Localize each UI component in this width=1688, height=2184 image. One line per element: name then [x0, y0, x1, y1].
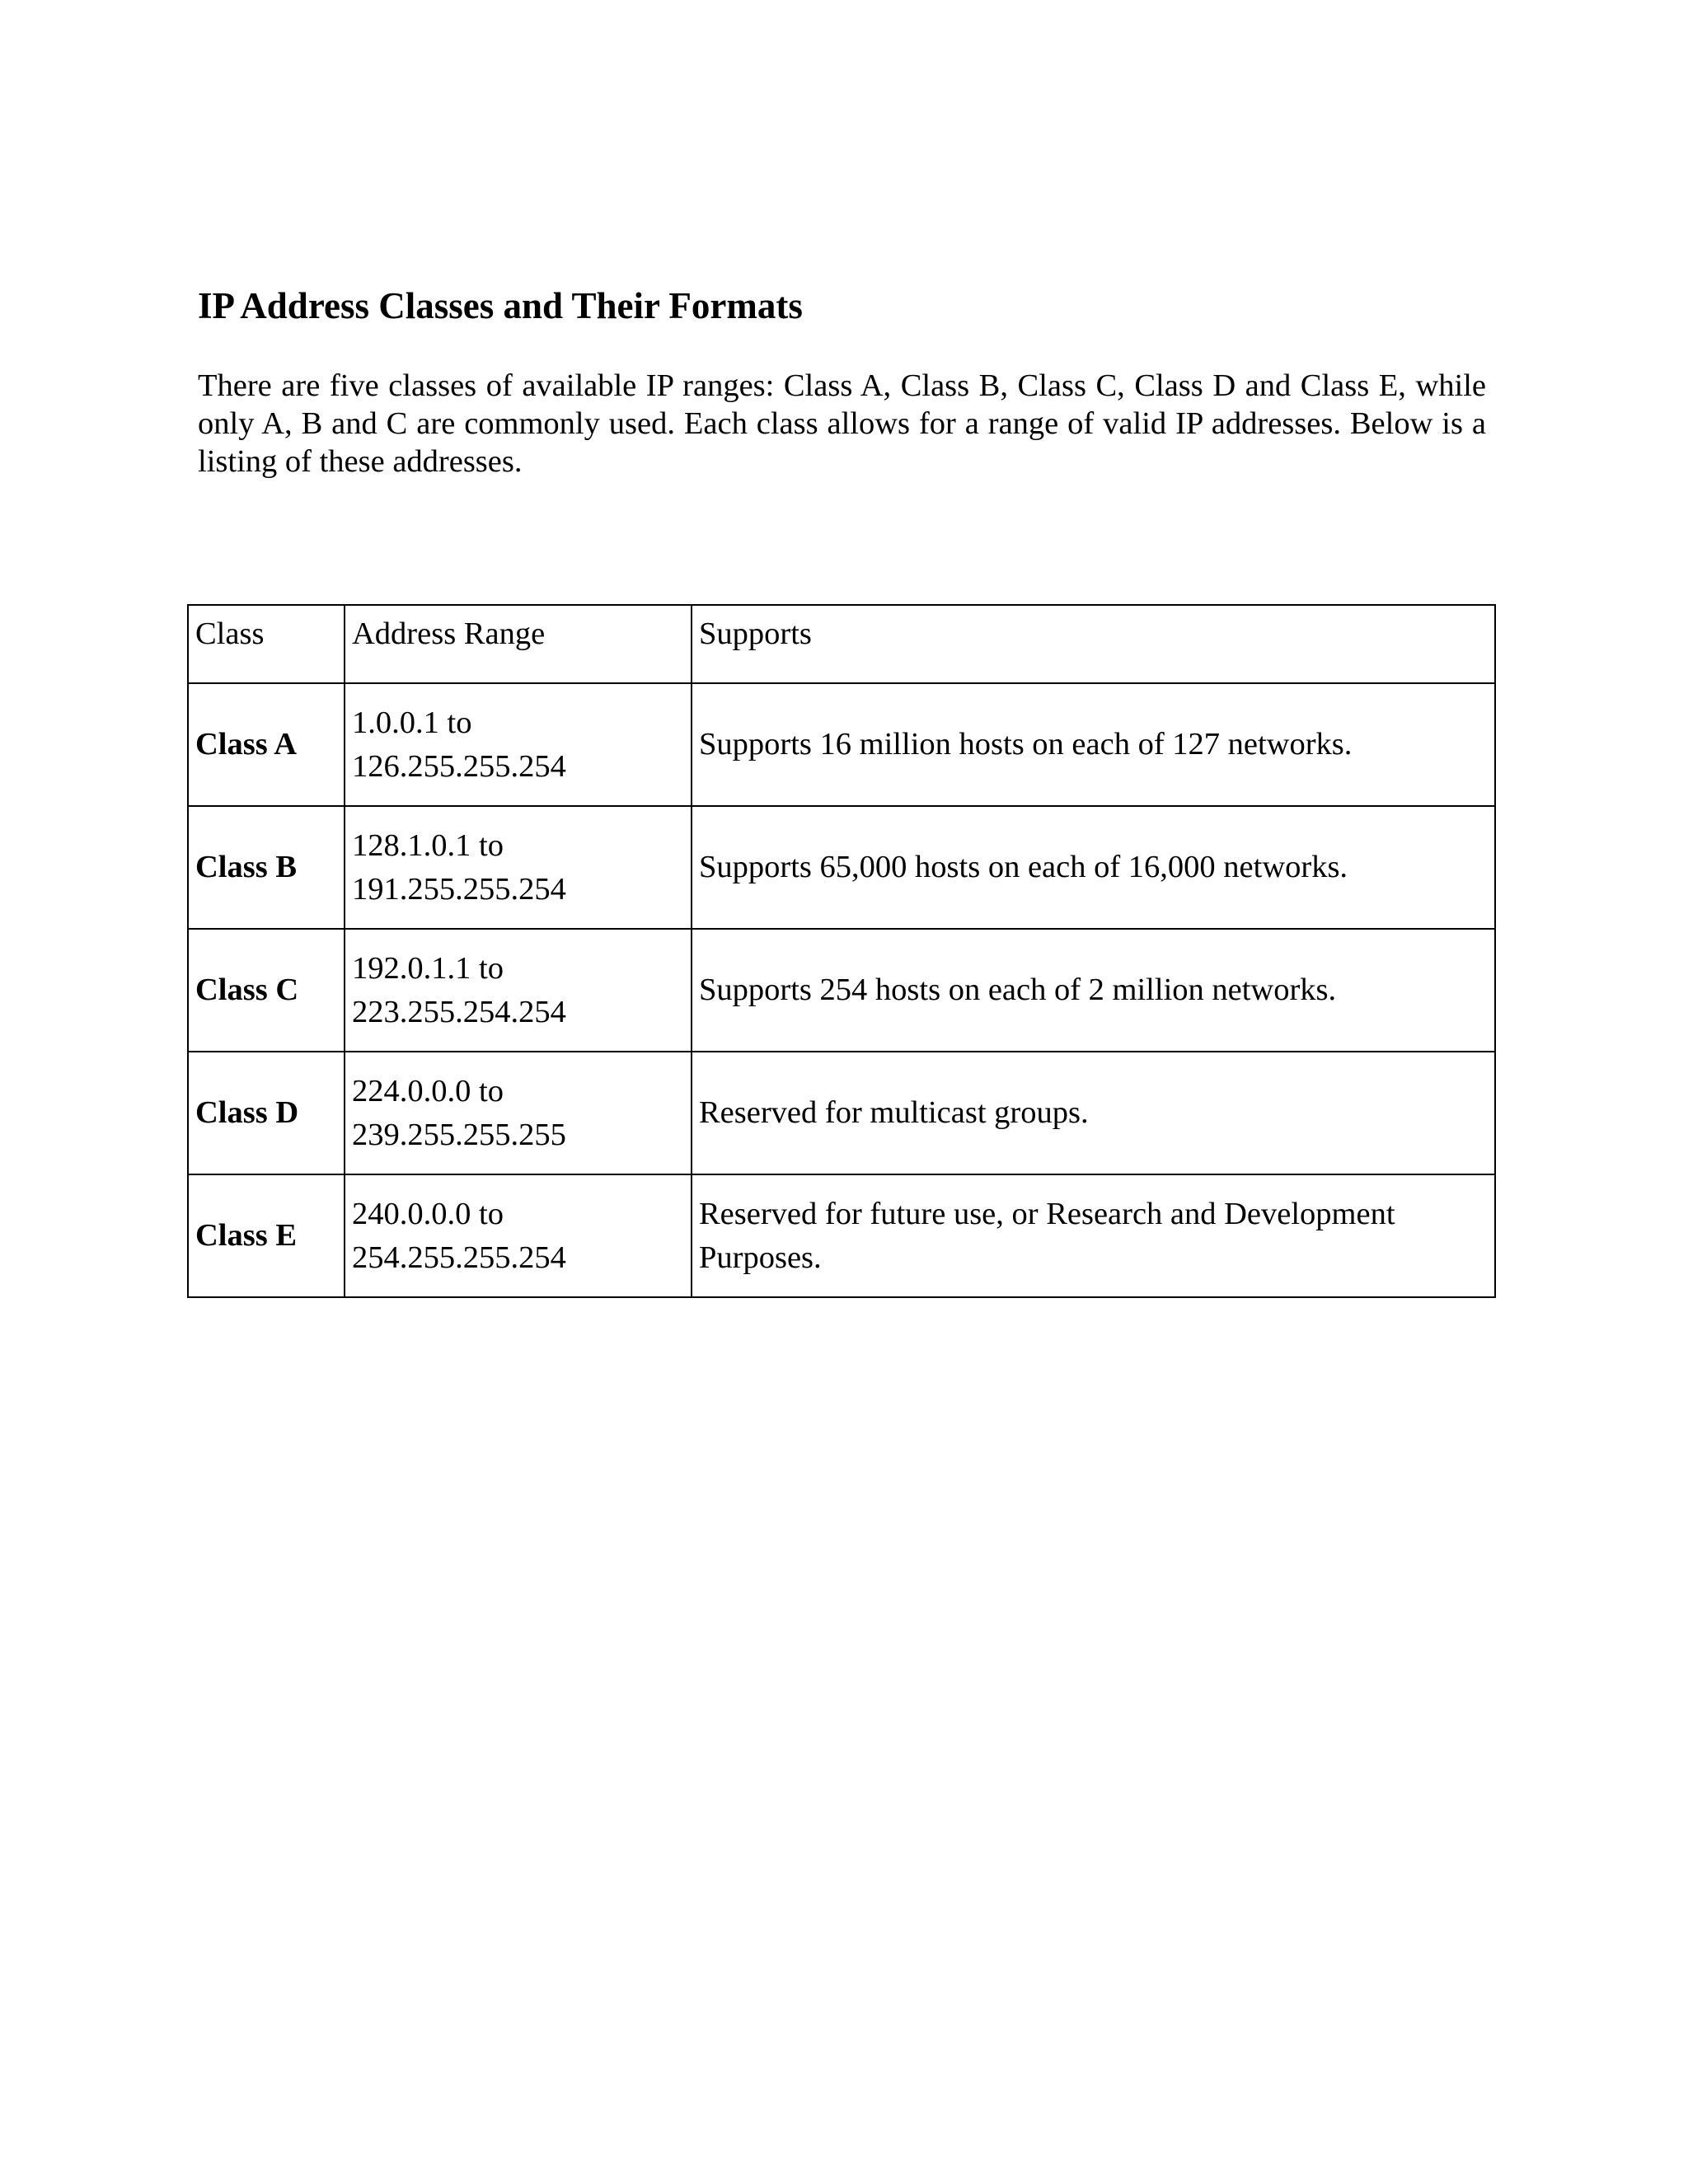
range-end: 254.255.255.254 — [352, 1240, 566, 1275]
range-start: 224.0.0.0 to — [352, 1073, 504, 1108]
ip-classes-table — [187, 604, 1496, 1298]
intro-paragraph: There are five classes of available IP ranges: Class A, Class B, Class C, Class D and Class E, while only A, B and C are commonly used. Each class allows for a range of valid IP addresses. Below is a listing of these addresses. — [198, 368, 1486, 479]
supports-cell: Reserved for future use, or Research and Development Purposes. — [692, 1174, 1495, 1297]
supports-cell: Supports 65,000 hosts on each of 16,000 networks. — [692, 806, 1495, 929]
range-end: 223.255.254.254 — [352, 994, 566, 1029]
table-row — [188, 1052, 1495, 1174]
address-range-cell — [345, 806, 692, 929]
range-start: 1.0.0.1 to — [352, 705, 472, 740]
address-range-cell — [345, 683, 692, 806]
range-start: 240.0.0.0 to — [352, 1196, 504, 1231]
table-row — [188, 929, 1495, 1052]
range-end: 239.255.255.255 — [352, 1117, 566, 1152]
header-supports: Supports — [692, 605, 1495, 683]
class-cell: Class E — [188, 1174, 345, 1297]
class-cell: Class A — [188, 683, 345, 806]
page-title: IP Address Classes and Their Formats — [198, 285, 803, 326]
class-cell: Class C — [188, 929, 345, 1052]
table-row — [188, 1174, 1495, 1297]
range-end: 191.255.255.254 — [352, 871, 566, 907]
class-cell: Class B — [188, 806, 345, 929]
supports-cell: Reserved for multicast groups. — [692, 1052, 1495, 1174]
range-start: 192.0.1.1 to — [352, 950, 504, 986]
table-row — [188, 806, 1495, 929]
header-address-range: Address Range — [345, 605, 692, 683]
range-start: 128.1.0.1 to — [352, 827, 504, 863]
header-class: Class — [188, 605, 345, 683]
range-end: 126.255.255.254 — [352, 748, 566, 784]
address-range-cell — [345, 1174, 692, 1297]
supports-cell: Supports 16 million hosts on each of 127 networks. — [692, 683, 1495, 806]
address-range-cell — [345, 929, 692, 1052]
class-cell: Class D — [188, 1052, 345, 1174]
address-range-cell — [345, 1052, 692, 1174]
table-header-row — [188, 605, 1495, 683]
supports-cell: Supports 254 hosts on each of 2 million networks. — [692, 929, 1495, 1052]
table-row — [188, 683, 1495, 806]
